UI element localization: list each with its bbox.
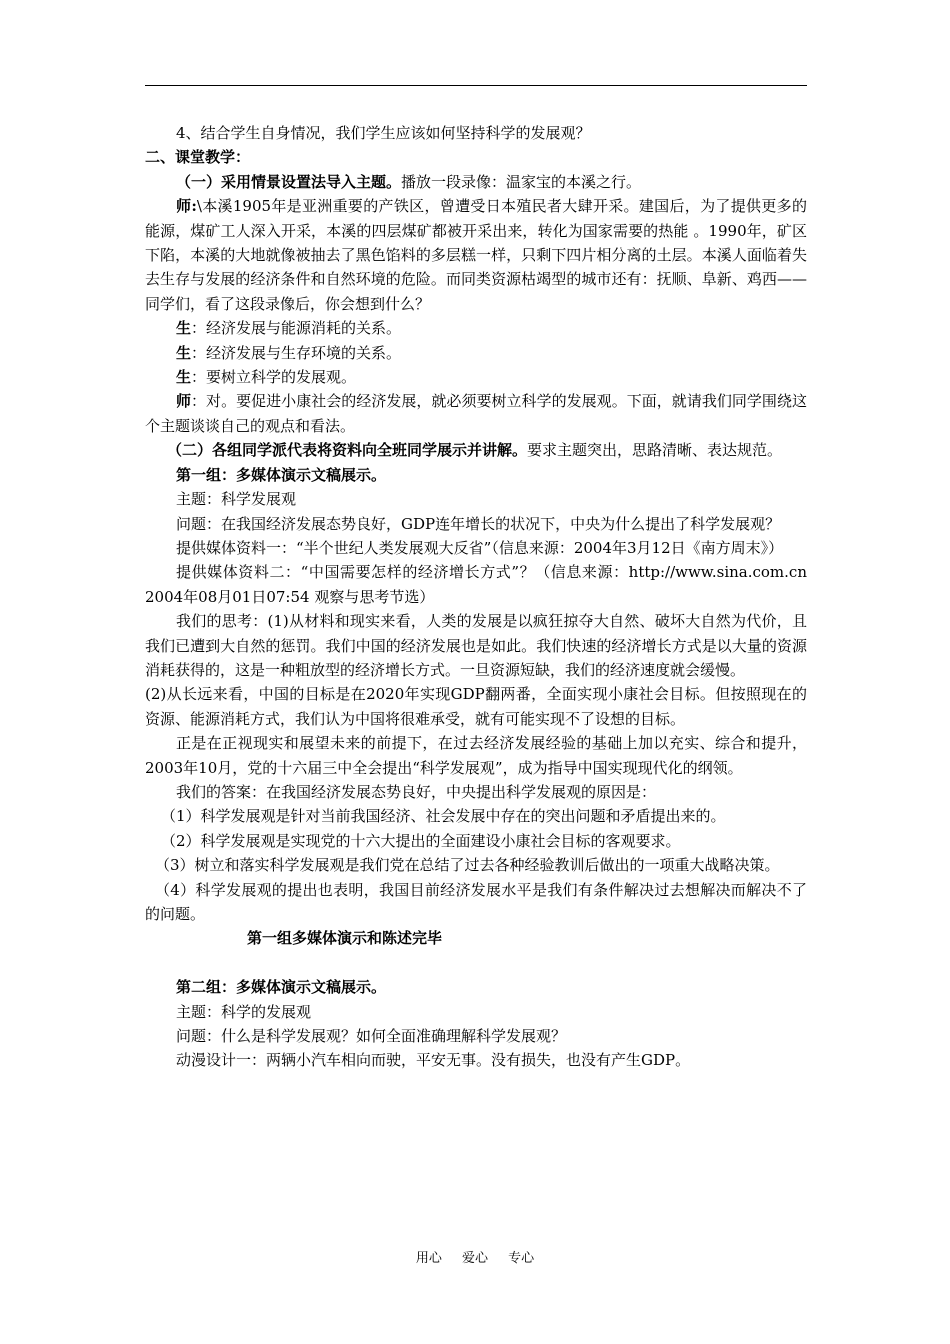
- paragraph: [145, 512, 807, 536]
- text-run: \本溪1905年是亚洲重要的产铁区，曾遭受日本殖民者大肆开采。建国后，为了提供更多的能源，煤矿工人深入开采，本溪的四层煤矿都被开采出来，转化为国家需要的热能 。1990年，矿区下陷，本溪的大地就像被抽去了黑色馅料的多层糕一样，只剩下四片相分离的土层。本溪人面临着失去生存与发展的经济条件和自然环境的危险。而同类资源枯竭型的城市还有：抚顺、阜新、鸡西——同学们，看了这段录像后，你会想到什么？: [145, 197, 807, 313]
- text-run: ：经济发展与能源消耗的关系。: [191, 319, 402, 338]
- bold-text: 二、课堂教学：: [145, 148, 251, 167]
- paragraph: [145, 609, 807, 682]
- paragraph: [145, 926, 807, 950]
- text-run: ：经济发展与生存环境的关系。: [191, 343, 402, 362]
- paragraph: [145, 145, 807, 169]
- bold-text: 第二组：多媒体演示文稿展示。: [176, 978, 387, 997]
- paragraph: [145, 487, 807, 511]
- paragraph: [145, 682, 807, 731]
- paragraph: [145, 194, 807, 316]
- text-run: 主题：科学发展观: [176, 490, 297, 509]
- paragraph: [145, 341, 807, 365]
- document-body: [145, 121, 807, 1073]
- paragraph: [145, 829, 807, 853]
- text-run: 动漫设计一：两辆小汽车相向而驶，平安无事。没有损失，也没有产生GDP。: [176, 1051, 691, 1070]
- paragraph: [145, 536, 807, 560]
- paragraph: [145, 1024, 807, 1048]
- text-run: （3）树立和落实科学发展观是我们党在总结了过去各种经验教训后做出的一项重大战略决策。: [155, 856, 780, 875]
- paragraph: [145, 389, 807, 438]
- paragraph: [145, 560, 807, 609]
- header-rule: [145, 85, 807, 86]
- paragraph: [145, 1048, 807, 1072]
- blank-line: [145, 951, 807, 975]
- paragraph: [145, 780, 807, 804]
- bold-text: 第一组：多媒体演示文稿展示。: [176, 465, 387, 484]
- text-run: 提供媒体资料一：“半个世纪人类发展观大反省”（信息来源：2004年3月12日《南方周末》）: [176, 538, 784, 557]
- paragraph: [145, 463, 807, 487]
- bold-text: 生: [176, 368, 192, 387]
- text-run: 正是在正视现实和展望未来的前提下，在过去经济发展经验的基础上加以充实、综合和提升，2003年10月，党的十六届三中全会提出“科学发展观”，成为指导中国实现现代化的纲领。: [145, 734, 807, 777]
- text-run: （1）科学发展观是针对当前我国经济、社会发展中存在的突出问题和矛盾提出来的。: [161, 807, 726, 826]
- paragraph: [145, 975, 807, 999]
- paragraph: [145, 878, 807, 927]
- paragraph: [145, 731, 807, 780]
- footer-word-2: 爱心: [461, 1251, 488, 1266]
- paragraph: [145, 365, 807, 389]
- paragraph: [145, 121, 807, 145]
- bold-text: 师: [176, 392, 192, 411]
- text-run: (2)从长远来看，中国的目标是在2020年实现GDP翻两番，全面实现小康社会目标。但按照现在的资源、能源消耗方式，我们认为中国将很难承受，就有可能实现不了设想的目标。: [145, 685, 807, 728]
- text-run: 提供媒体资料二：“中国需要怎样的经济增长方式”？（信息来源：http://www.sina.com.cn 2004年08月01日07:54 观察与思考节选）: [145, 563, 807, 606]
- text-run: （2）科学发展观是实现党的十六大提出的全面建设小康社会目标的客观要求。: [161, 831, 681, 850]
- paragraph: [145, 438, 807, 462]
- bold-text: 生: [176, 343, 192, 362]
- page-footer: [0, 1247, 950, 1266]
- text-run: 问题：在我国经济发展态势良好，GDP连年增长的状况下，中央为什么提出了科学发展观？: [176, 514, 781, 533]
- text-run: 我们的答案：在我国经济发展态势良好，中央提出科学发展观的原因是：: [176, 782, 657, 801]
- text-run: 4、结合学生自身情况，我们学生应该如何坚持科学的发展观？: [176, 124, 591, 142]
- paragraph: [145, 316, 807, 340]
- text-run: ：要树立科学的发展观。: [191, 368, 357, 387]
- paragraph: [145, 804, 807, 828]
- bold-text: 第一组多媒体演示和陈述完毕: [247, 929, 443, 948]
- text-run: 问题：什么是科学发展观？如何全面准确理解科学发展观？: [176, 1027, 567, 1046]
- paragraph: [145, 853, 807, 877]
- bold-text: （一）采用情景设置法导入主题。: [176, 172, 402, 191]
- text-run: 主题：科学的发展观: [176, 1002, 312, 1021]
- footer-word-1: 用心: [415, 1251, 442, 1266]
- text-run: 播放一段录像：温家宝的本溪之行。: [401, 172, 642, 191]
- paragraph: [145, 170, 807, 194]
- bold-text: 师:: [176, 197, 197, 216]
- text-run: 要求主题突出，思路清晰、表达规范。: [527, 441, 783, 460]
- bold-text: 生: [176, 319, 192, 338]
- text-run: 我们的思考：(1)从材料和现实来看，人类的发展是以疯狂掠夺大自然、破坏大自然为代价，且我们已遭到大自然的惩罚。我们中国的经济发展也是如此。我们快速的经济增长方式是以大量的资源消耗获得的，这是一种粗放型的经济增长方式。一旦资源短缺，我们的经济速度就会缓慢。: [145, 612, 807, 679]
- bold-text: （二）各组同学派代表将资料向全班同学展示并讲解。: [167, 441, 528, 460]
- paragraph: [145, 1000, 807, 1024]
- text-run: （4）科学发展观的提出也表明，我国目前经济发展水平是我们有条件解决过去想解决而解决不了的问题。: [145, 880, 807, 923]
- footer-word-3: 专心: [508, 1251, 535, 1266]
- text-run: ：对。要促进小康社会的经济发展，就必须要树立科学的发展观。下面，就请我们同学围绕这个主题谈谈自己的观点和看法。: [145, 392, 807, 435]
